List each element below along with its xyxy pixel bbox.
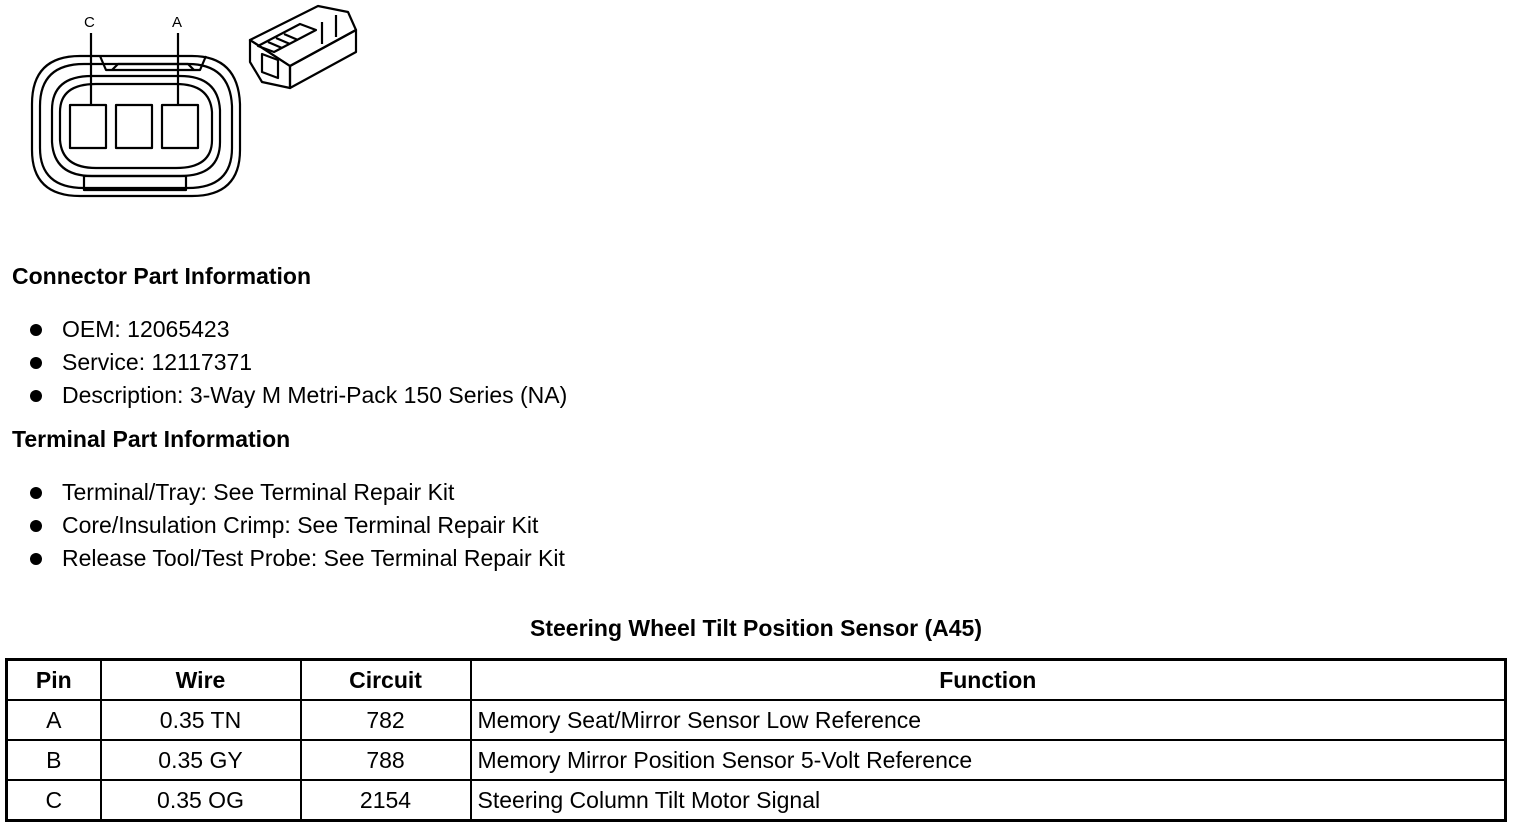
header-pin: Pin [7, 660, 101, 701]
terminal-info-list [28, 477, 565, 576]
connector-diagram [0, 0, 380, 205]
bullet-icon [30, 357, 42, 369]
table-header-row [7, 660, 1506, 701]
pin-label-a: A [172, 14, 183, 31]
cell-function: Memory Seat/Mirror Sensor Low Reference [471, 700, 1506, 740]
list-item: Terminal/Tray: See Terminal Repair Kit [28, 477, 565, 510]
cell-circuit: 2154 [301, 780, 471, 821]
list-item: Description: 3-Way M Metri-Pack 150 Series (NA) [28, 380, 567, 413]
cell-function: Memory Mirror Position Sensor 5-Volt Reference [471, 740, 1506, 780]
bullet-icon [30, 324, 42, 336]
header-wire: Wire [101, 660, 301, 701]
terminal-info-heading: Terminal Part Information [12, 426, 291, 452]
bullet-icon [30, 553, 42, 565]
header-circuit: Circuit [301, 660, 471, 701]
table-row [7, 700, 1506, 740]
connector-info-heading: Connector Part Information [12, 263, 312, 289]
cell-wire: 0.35 TN [101, 700, 301, 740]
list-item: Core/Insulation Crimp: See Terminal Repair Kit [28, 510, 565, 543]
table-row [7, 740, 1506, 780]
bullet-icon [30, 390, 42, 402]
pinout-table [5, 658, 1507, 822]
cell-circuit: 788 [301, 740, 471, 780]
table-title: Steering Wheel Tilt Position Sensor (A45) [530, 615, 982, 641]
pin-label-c: C [84, 14, 95, 31]
cell-wire: 0.35 GY [101, 740, 301, 780]
bullet-icon [30, 487, 42, 499]
bullet-icon [30, 520, 42, 532]
list-item: Service: 12117371 [28, 347, 567, 380]
connector-info-list [28, 314, 567, 413]
table-row [7, 780, 1506, 821]
cell-function: Steering Column Tilt Motor Signal [471, 780, 1506, 821]
list-item: OEM: 12065423 [28, 314, 567, 347]
cell-pin: C [7, 780, 101, 821]
header-function: Function [471, 660, 1506, 701]
cell-pin: B [7, 740, 101, 780]
cell-circuit: 782 [301, 700, 471, 740]
list-item: Release Tool/Test Probe: See Terminal Repair Kit [28, 543, 565, 576]
cell-wire: 0.35 OG [101, 780, 301, 821]
cell-pin: A [7, 700, 101, 740]
